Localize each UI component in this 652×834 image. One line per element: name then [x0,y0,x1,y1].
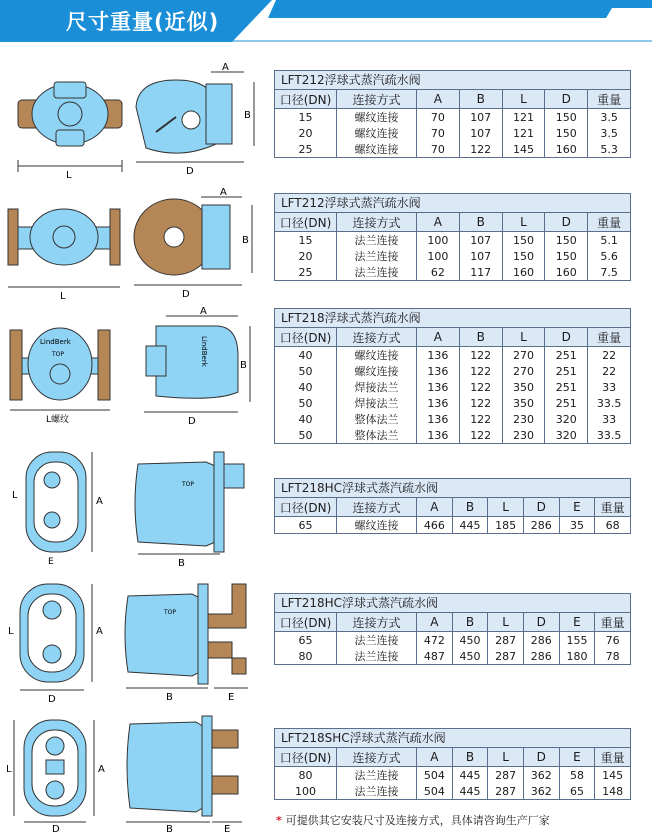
section-lft212-threaded [0,62,652,187]
dim-l-label: L [12,490,18,501]
header-cell: 口径(DN) [275,328,337,347]
header-cell: A [417,613,453,632]
table-cell: 286 [523,648,559,665]
table-cell: 33 [588,379,631,395]
dim-a-label: A [96,496,103,507]
table-cell: 78 [595,648,631,665]
table-cell: 150 [502,232,545,249]
valve-drawing-lft218shc [6,706,261,832]
brand-label-side: LindBerk [200,336,208,367]
table-cell: 320 [545,411,588,427]
table-title: LFT212浮球式蒸汽疏水阀 [274,70,631,89]
header-cell: B [452,498,488,517]
table-row [275,767,631,784]
dim-a-label: A [222,62,229,73]
table-cell: 螺纹连接 [337,141,417,158]
header-cell: L [488,748,524,767]
header-cell: 连接方式 [337,613,417,632]
table-cell: 450 [452,648,488,665]
table-cell: 33.5 [588,395,631,411]
table-cell: 20 [275,248,337,264]
spec-table [274,612,631,665]
table-header-row [275,328,631,347]
header-cell: 口径(DN) [275,213,337,232]
table-cell: 504 [417,783,453,800]
table-cell: 50 [275,427,337,444]
header-cell: L [488,613,524,632]
header-cell: 重量 [588,328,631,347]
table-cell: 5.6 [588,248,631,264]
table-cell: 185 [488,517,524,534]
table-cell: 螺纹连接 [337,125,417,141]
header-cell: 连接方式 [337,748,417,767]
header-cell: 连接方式 [337,90,417,109]
valve-drawing-lft212-threaded [6,62,261,187]
section-lft218hc-flanged [0,574,652,704]
table-lft218hc-flanged [274,593,631,665]
table-row [275,264,631,281]
header-cell: L [502,328,545,347]
table-cell: 25 [275,264,337,281]
table-title: LFT218SHC浮球式蒸汽疏水阀 [274,728,631,747]
table-title: LFT218HC浮球式蒸汽疏水阀 [274,478,631,497]
header-cell: B [452,613,488,632]
table-cell: 150 [545,125,588,141]
table-cell: 33 [588,411,631,427]
table-header-row [275,213,631,232]
table-row [275,427,631,444]
dim-l-thread-label: L螺纹 [46,415,70,425]
table-cell: 20 [275,125,337,141]
table-header-row [275,498,631,517]
table-cell: 466 [417,517,453,534]
table-cell: 504 [417,767,453,784]
valve-drawing-lft218hc-threaded [6,444,261,574]
header-cell: 重量 [595,498,631,517]
table-cell: 117 [459,264,502,281]
top-mark-label: TOP [52,351,65,358]
dim-d-label: D [188,416,196,427]
table-cell: 270 [502,363,545,379]
table-cell: 68 [595,517,631,534]
table-cell: 251 [545,379,588,395]
header-cell: 重量 [595,613,631,632]
header-cell: 连接方式 [337,498,417,517]
page-title: 尺寸重量(近似) [66,10,220,34]
table-row [275,411,631,427]
table-cell: 107 [459,109,502,126]
table-cell: 80 [275,767,337,784]
table-cell: 362 [523,783,559,800]
table-cell: 122 [459,379,502,395]
table-cell: 3.5 [588,125,631,141]
table-cell: 7.5 [588,264,631,281]
top-mark-label: TOP [164,609,177,616]
table-cell: 148 [595,783,631,800]
table-cell: 287 [488,632,524,649]
header-cell: 连接方式 [337,328,417,347]
table-cell: 100 [417,232,460,249]
table-cell: 136 [417,427,460,444]
table-cell: 150 [545,109,588,126]
table-cell: 螺纹连接 [337,109,417,126]
table-cell: 251 [545,395,588,411]
dim-b-label: B [242,235,249,246]
table-cell: 3.5 [588,109,631,126]
valve-drawing-lft218hc-flanged [6,574,261,704]
table-cell: 136 [417,363,460,379]
table-cell: 121 [502,109,545,126]
table-cell: 33.5 [588,427,631,444]
valve-drawing-lft218 [6,306,261,444]
section-lft218hc-threaded [0,444,652,574]
header-cell: B [459,90,502,109]
header-cell: B [459,328,502,347]
table-cell: 286 [523,632,559,649]
table-lft212-threaded [274,70,631,158]
header-cell: E [559,748,595,767]
table-lft212-flanged [274,193,631,281]
header-cell: D [523,748,559,767]
dim-l-label: L [8,626,14,637]
table-cell: 15 [275,109,337,126]
table-cell: 160 [545,141,588,158]
header-cell: L [488,498,524,517]
header-cell: 口径(DN) [275,748,337,767]
dim-d-label: D [186,166,194,177]
table-cell: 50 [275,395,337,411]
table-cell: 122 [459,347,502,364]
table-cell: 136 [417,395,460,411]
table-cell: 100 [417,248,460,264]
dim-d-label: D [48,694,56,704]
table-cell: 法兰连接 [337,248,417,264]
section-lft212-flanged [0,187,652,302]
table-cell: 150 [545,248,588,264]
header-cell: B [452,748,488,767]
section-lft218 [0,306,652,444]
table-header-row [275,748,631,767]
header-cell: A [417,213,460,232]
table-cell: 40 [275,347,337,364]
table-row [275,232,631,249]
header-cell: 口径(DN) [275,498,337,517]
table-row [275,379,631,395]
table-cell: 22 [588,363,631,379]
table-cell: 230 [502,427,545,444]
table-cell: 122 [459,395,502,411]
table-cell: 251 [545,363,588,379]
table-cell: 150 [502,248,545,264]
table-cell: 22 [588,347,631,364]
dim-b-label: B [244,110,251,121]
table-cell: 35 [559,517,595,534]
brand-label: LindBerk [40,338,71,346]
table-cell: 15 [275,232,337,249]
table-title: LFT218浮球式蒸汽疏水阀 [274,308,631,327]
header-cell: 重量 [588,213,631,232]
header-cell: A [417,748,453,767]
dim-a-label: A [220,187,227,198]
table-cell: 80 [275,648,337,665]
header-cell: E [559,498,595,517]
table-cell: 65 [559,783,595,800]
table-cell: 107 [459,125,502,141]
table-cell: 320 [545,427,588,444]
header-cell: A [417,498,453,517]
header-cell: D [545,90,588,109]
table-cell: 136 [417,347,460,364]
table-cell: 155 [559,632,595,649]
table-cell: 472 [417,632,453,649]
dim-d-label: D [52,824,60,832]
header-cell: 口径(DN) [275,90,337,109]
table-cell: 焊接法兰 [337,395,417,411]
table-cell: 445 [452,767,488,784]
table-cell: 270 [502,347,545,364]
top-mark-label: TOP [182,481,195,488]
table-cell: 65 [275,632,337,649]
table-cell: 65 [275,517,337,534]
table-cell: 58 [559,767,595,784]
table-cell: 62 [417,264,460,281]
header-cell: L [502,90,545,109]
header-cell: D [523,613,559,632]
header-cell: 重量 [595,748,631,767]
table-cell: 286 [523,517,559,534]
table-cell: 法兰连接 [337,783,417,800]
table-cell: 121 [502,125,545,141]
table-cell: 230 [502,411,545,427]
table-cell: 107 [459,248,502,264]
dim-b-label: B [178,558,185,569]
footer-note-text: 可提供其它安装尺寸及连接方式，具体请咨询生产厂家 [285,814,550,827]
table-cell: 100 [275,783,337,800]
table-cell: 160 [502,264,545,281]
table-title: LFT212浮球式蒸汽疏水阀 [274,193,631,212]
header-cell: D [545,328,588,347]
table-row [275,141,631,158]
dim-l-label: L [66,170,72,181]
dim-b-label: B [166,824,173,832]
header-cell: A [417,90,460,109]
table-row [275,363,631,379]
table-cell: 487 [417,648,453,665]
header-cell: D [523,498,559,517]
table-cell: 136 [417,411,460,427]
table-cell: 136 [417,379,460,395]
table-row [275,395,631,411]
dim-e-label: E [48,557,54,567]
asterisk-icon: * [276,814,282,827]
table-cell: 螺纹连接 [337,347,417,364]
table-cell: 螺纹连接 [337,363,417,379]
table-title: LFT218HC浮球式蒸汽疏水阀 [274,593,631,612]
dim-b-label: B [166,692,173,703]
table-cell: 122 [459,411,502,427]
table-cell: 150 [545,232,588,249]
table-header-row [275,613,631,632]
table-cell: 50 [275,363,337,379]
table-row [275,125,631,141]
table-cell: 251 [545,347,588,364]
table-cell: 整体法兰 [337,427,417,444]
dim-l-label: L [6,764,12,775]
table-cell: 70 [417,141,460,158]
dim-e-label: E [224,824,231,832]
table-row [275,347,631,364]
table-cell: 350 [502,395,545,411]
table-cell: 160 [545,264,588,281]
dim-l-label: L [60,291,66,302]
header-cell: D [545,213,588,232]
table-cell: 焊接法兰 [337,379,417,395]
dim-d-label: D [182,289,190,300]
table-cell: 法兰连接 [337,767,417,784]
header-cell: 口径(DN) [275,613,337,632]
table-row [275,648,631,665]
table-cell: 70 [417,109,460,126]
table-cell: 法兰连接 [337,264,417,281]
table-cell: 70 [417,125,460,141]
valve-drawing-lft212-flanged [6,187,261,302]
spec-table [274,327,631,444]
table-row [275,248,631,264]
table-cell: 350 [502,379,545,395]
spec-table [274,747,631,800]
table-row [275,783,631,800]
table-cell: 整体法兰 [337,411,417,427]
table-cell: 122 [459,141,502,158]
table-cell: 445 [452,517,488,534]
table-cell: 180 [559,648,595,665]
header-cell: A [417,328,460,347]
header-cell: 重量 [588,90,631,109]
table-cell: 法兰连接 [337,632,417,649]
table-lft218shc [274,728,631,800]
table-cell: 122 [459,363,502,379]
table-header-row [275,90,631,109]
table-cell: 122 [459,427,502,444]
table-cell: 145 [502,141,545,158]
dim-a-label: A [200,306,207,317]
table-cell: 445 [452,783,488,800]
header-cell: L [502,213,545,232]
table-cell: 107 [459,232,502,249]
table-row [275,109,631,126]
spec-table [274,497,631,534]
table-row [275,517,631,534]
table-cell: 362 [523,767,559,784]
table-cell: 螺纹连接 [337,517,417,534]
table-row [275,632,631,649]
table-cell: 287 [488,783,524,800]
table-cell: 287 [488,767,524,784]
table-cell: 287 [488,648,524,665]
footer-note [276,812,550,828]
spec-table [274,212,631,281]
dim-a-label: A [98,764,105,775]
header-cell: E [559,613,595,632]
table-cell: 法兰连接 [337,232,417,249]
table-cell: 40 [275,379,337,395]
dim-a-label: A [96,626,103,637]
dim-b-label: B [240,360,247,371]
table-cell: 5.3 [588,141,631,158]
header-cell: 连接方式 [337,213,417,232]
table-lft218hc-threaded [274,478,631,534]
table-cell: 法兰连接 [337,648,417,665]
spec-table [274,89,631,158]
table-lft218 [274,308,631,444]
table-cell: 5.1 [588,232,631,249]
table-cell: 40 [275,411,337,427]
table-cell: 76 [595,632,631,649]
table-cell: 25 [275,141,337,158]
header-cell: B [459,213,502,232]
table-cell: 450 [452,632,488,649]
table-cell: 145 [595,767,631,784]
dim-e-label: E [228,692,235,703]
